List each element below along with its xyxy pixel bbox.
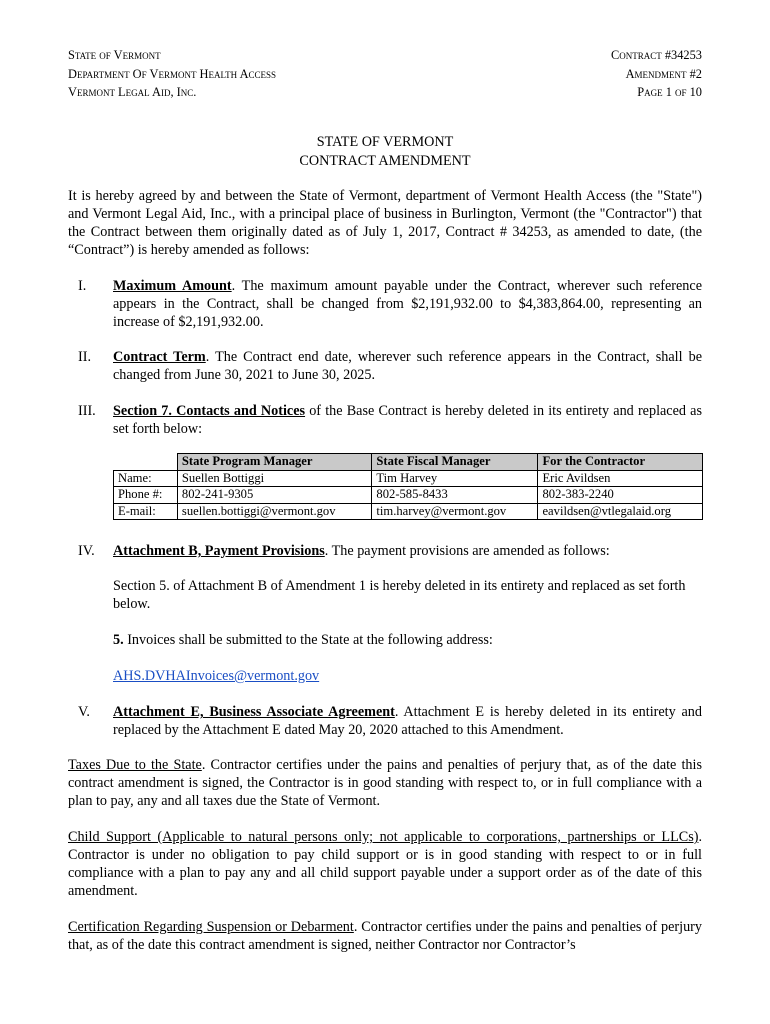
item-heading: Attachment E, Business Associate Agreement: [113, 704, 395, 720]
table-cell: Tim Harvey: [372, 470, 538, 487]
taxes-heading: Taxes Due to the State: [68, 757, 202, 773]
document-title: [0, 133, 770, 171]
table-header-cell: For the Contractor: [538, 454, 703, 471]
item-number: I.: [78, 278, 87, 294]
debarment-heading: Certification Regarding Suspension or Debarment: [68, 919, 354, 935]
header-left: [68, 46, 276, 102]
table-cell: Suellen Bottiggi: [177, 470, 372, 487]
item-text: . The payment provisions are amended as follows:: [324, 543, 610, 559]
amendment-item-4: [68, 542, 702, 560]
debarment-text: . Contractor certifies under the pains and penalties of perjury that, as of the date this contract amendment is signed, neither Contractor nor Contractor’s: [68, 919, 702, 953]
item-number: III.: [78, 403, 96, 419]
header-contract-number: Contract #34253: [610, 48, 702, 62]
taxes-text: . Contractor certifies under the pains and penalties of perjury that, as of the date this contract amendment is signed, the Contractor is in good standing with respect to, or in full compliance with a plan to pay, any and all taxes due the State of Vermont.: [68, 757, 702, 809]
item-text: . The maximum amount payable under the Contract, wherever such reference appears in the Contract, shall be changed from $2,191,932.00 to $4,383,864.00, representing an increase of $2,191,932.00.: [113, 278, 702, 330]
invoice-instruction: [113, 631, 702, 649]
item-heading: Maximum Amount: [113, 278, 232, 294]
header-state: State of Vermont: [68, 48, 161, 62]
item-number: II.: [78, 349, 91, 365]
section5-intro: Section 5. of Attachment B of Amendment 1 is hereby deleted in its entirety and replaced as set forth below.: [113, 578, 686, 612]
child-support-text: . Contractor is under no obligation to pay child support or is in good standing with respect to or in full compliance with a plan to pay any and all child support payable under a support order as of the date of this amendment.: [68, 829, 702, 899]
table-cell: 802-241-9305: [177, 487, 372, 504]
child-support-paragraph: [68, 828, 702, 900]
table-row: [114, 503, 703, 520]
header-page-number: Page 1 of 10: [637, 85, 702, 99]
amendment-item-2: [68, 348, 702, 384]
title-line-1: STATE OF VERMONT: [316, 134, 454, 150]
intro-paragraph: It is hereby agreed by and between the State of Vermont, department of Vermont Health Access (the "State") and Vermont Legal Aid, Inc., with a principal place of business in Burlington, Vermont (the "Contractor") that the Contract between them originally dated as of July 1, 2017, Contract # 34253, as amended to date, (the “Contract”) is hereby amended as follows:: [68, 188, 702, 258]
table-cell: 802-585-8433: [372, 487, 538, 504]
header-right: [611, 46, 702, 102]
table-cell: eavildsen@vtlegalaid.org: [538, 503, 703, 520]
item-heading: Contract Term: [113, 349, 206, 365]
invoice-email-line: [113, 667, 702, 685]
amendment-item-3: [68, 402, 702, 438]
table-cell: Name:: [114, 470, 178, 487]
header-amendment-number: Amendment #2: [625, 66, 702, 81]
table-header-cell: [114, 454, 178, 471]
item-heading: Section 7. Contacts and Notices: [113, 403, 306, 419]
table-cell: suellen.bottiggi@vermont.gov: [177, 503, 372, 520]
table-row: [114, 487, 703, 504]
amendment-item-5: [68, 703, 702, 739]
item-text: . The Contract end date, wherever such reference appears in the Contract, shall be changed from June 30, 2021 to June 30, 2025.: [113, 349, 702, 383]
contacts-table: [113, 453, 703, 520]
table-cell: tim.harvey@vermont.gov: [372, 503, 538, 520]
amendment-item-1: [68, 277, 702, 331]
debarment-paragraph: [68, 918, 702, 954]
table-header-row: [114, 454, 703, 471]
header-department: Department Of Vermont Health Access: [68, 66, 277, 81]
item-heading: Attachment B, Payment Provisions: [113, 543, 325, 559]
taxes-paragraph: [68, 756, 702, 810]
item-number: V.: [78, 704, 90, 720]
item-text: of the Base Contract is hereby deleted in its entirety and replaced as set forth below:: [113, 403, 702, 437]
invoice-email-link[interactable]: AHS.DVHAInvoices@vermont.gov: [113, 668, 320, 684]
item-text: . Attachment E is hereby deleted in its entirety and replaced by the Attachment E dated May 20, 2020 attached to this Amendment.: [113, 704, 702, 738]
child-support-heading: Child Support (Applicable to natural persons only; not applicable to corporations, partnerships or LLCs): [68, 829, 699, 845]
table-header-cell: State Fiscal Manager: [372, 454, 538, 471]
table-header-cell: State Program Manager: [177, 454, 372, 471]
item-number: IV.: [78, 543, 95, 559]
table-cell: Phone #:: [114, 487, 178, 504]
title-line-2: CONTRACT AMENDMENT: [299, 153, 471, 169]
header-contractor: Vermont Legal Aid, Inc.: [68, 85, 197, 99]
invoice-number: 5.: [113, 632, 124, 648]
table-cell: 802-383-2240: [538, 487, 703, 504]
table-cell: E-mail:: [114, 503, 178, 520]
invoice-text: Invoices shall be submitted to the State at the following address:: [123, 632, 493, 648]
table-row: [114, 470, 703, 487]
table-cell: Eric Avildsen: [538, 470, 703, 487]
